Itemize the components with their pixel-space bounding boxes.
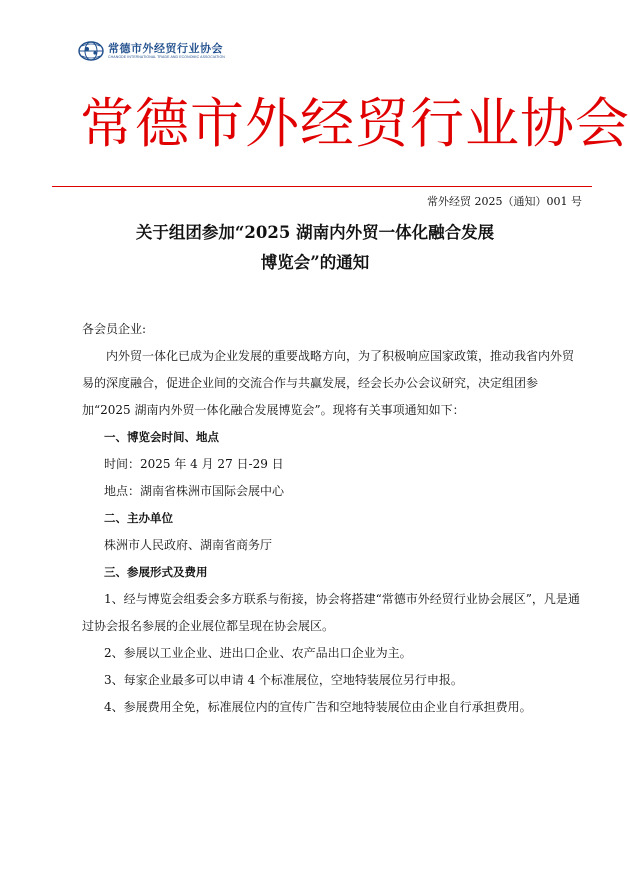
- logo-name-en: CHANGDE INTERNATIONAL TRADE AND ECONOMIC ASSOCIATION: [108, 55, 225, 59]
- association-logo: [78, 38, 225, 64]
- fee-item-3: 3、每家企业最多可以申请 4 个标准展位，空地特装展位另行申报。: [104, 673, 463, 687]
- intro-paragraph: 内外贸一体化已成为企业发展的重要战略方向，为了积极响应国家政策，推动我省内外贸易的深度融合，促进企业间的交流合作与共赢发展，经会长办公会议研究，决定组团参加“2025 湖南内外贸一体化融合发展博览会”。现将有关事项通知如下：: [82, 349, 575, 417]
- notice-title-line-1: 关于组团参加“2025 湖南内外贸一体化融合发展: [135, 223, 495, 242]
- section-heading-organizers: 二、主办单位: [104, 511, 173, 525]
- fee-item-4: 4、参展费用全免，标准展位内的宣传广告和空地特装展位由企业自行承担费用。: [104, 700, 532, 714]
- notice-body: [82, 316, 582, 721]
- section-heading-format-fees: 三、参展形式及费用: [104, 565, 208, 579]
- expo-place: 地点：湖南省株洲市国际会展中心: [104, 484, 285, 498]
- organizers-text: 株洲市人民政府、湖南省商务厅: [104, 538, 273, 552]
- header-divider: [52, 186, 592, 187]
- globe-logo-icon: [78, 38, 104, 64]
- salutation: 各会员企业:: [82, 322, 147, 336]
- section-heading-time-place: 一、博览会时间、地点: [104, 430, 219, 444]
- expo-time: 时间：2025 年 4 月 27 日-29 日: [104, 457, 284, 471]
- fee-item-2: 2、参展以工业企业、进出口企业、农产品出口企业为主。: [104, 646, 412, 660]
- logo-name-cn: 常德市外经贸行业协会: [108, 42, 223, 55]
- fee-item-1: 1、经与博览会组委会多方联系与衔接，协会将搭建“常德市外经贸行业协会展区”，凡是通过协会报名参展的企业展位都呈现在协会展区。: [82, 592, 580, 633]
- document-number: 常外经贸 2025（通知）001 号: [427, 195, 582, 208]
- organization-title: 常德市外经贸行业协会: [80, 92, 630, 155]
- notice-title-line-2: 博览会”的通知: [260, 253, 370, 272]
- notice-title: [60, 218, 570, 278]
